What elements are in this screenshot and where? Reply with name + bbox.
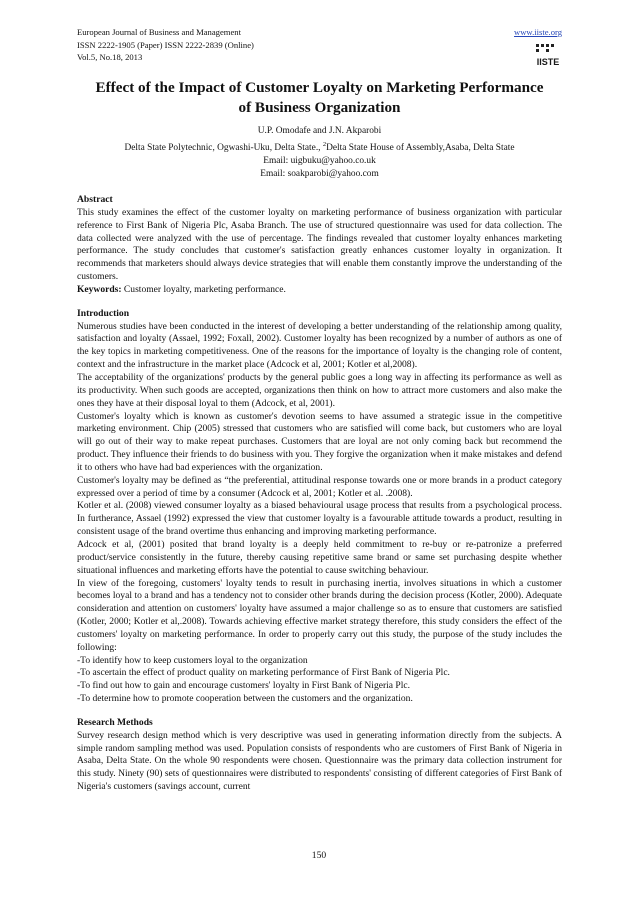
journal-volume: Vol.5, No.18, 2013: [77, 52, 143, 62]
list-item: -To identify how to keep customers loyal to the organization: [77, 654, 308, 666]
journal-header: [77, 26, 562, 70]
paper-title: Effect of the Impact of Customer Loyalty on Marketing Performance of Business Organization: [95, 79, 544, 116]
page-number: 150: [311, 850, 327, 861]
author-block: [77, 125, 562, 181]
keywords-label: Keywords:: [77, 283, 122, 295]
keywords-line: [77, 284, 562, 297]
intro-paragraph-4: Customer's loyalty may be defined as “the preferential, attitudinal response towards one or more brands in a product category expressed over a period of time by a consumer (Adcock et al, 2001; Kotler et al. .2008).: [77, 474, 562, 499]
iiste-logo: [534, 41, 562, 68]
methods-paragraph-1: Survey research design method which is very descriptive was used in generating information directly from the subjects. A simple random sampling method was used. Population consists of respondents who are customers of First Bank of Nigeria in Asaba, Delta State. On the whole 90 respondents were chosen. Questionnaire was the primary data collection instrument for this study. Ninety (90) sets of questionnaires were distributed to respondents' consisting of different categories of First Bank of Nigeria's customers (savings account, current: [77, 729, 562, 793]
abstract-section: [77, 194, 562, 297]
intro-paragraph-7: In view of the foregoing, customers' loyalty tends to result in purchasing inertia, involves situations in which a customer becomes loyal to a brand and has a tendency not to consider other brands during the decision process (Kotler, 2000). Adequate consideration and attention on customers' loyalty have assumed a major challenge so as to ensure that customers are satisfied (Kotler, 2000; Kotler et al,.2008). Towards achieving effective market strategy therefore, this study considers the effect of the customers' loyalty on marketing performance. In order to properly carry out this study, the purpose of the study includes the following:: [77, 577, 562, 653]
author-names: U.P. Omodafe and J.N. Akparobi: [257, 126, 382, 136]
purpose-list: [77, 655, 562, 706]
author-email-1: Email: uigbuku@yahoo.co.uk: [263, 156, 376, 167]
intro-paragraph-6: Adcock et al, (2001) posited that brand loyalty is a deeply held commitment to re-buy or re-patronize a preferred product/service consistently in the future, thereby causing repetitive same brand or same set purchasing despite whether situational influences and marketing efforts have the potential to cause switching behaviour.: [77, 538, 562, 576]
svg-text:IISTE: IISTE: [536, 57, 560, 67]
introduction-heading: Introduction: [77, 307, 130, 319]
journal-name: European Journal of Business and Management: [77, 27, 241, 37]
journal-issn: ISSN 2222-1905 (Paper) ISSN 2222-2839 (Online): [77, 39, 254, 50]
intro-paragraph-5: Kotler et al. (2008) viewed consumer loyalty as a biased behavioural usage process that results from a psychological process. In furtherance, Assael (1992) expressed the view that customer loyalty is a favourable attitude towards a product, resulting in consistent usage of the brand overtime thus enhancing and improving marketing performance.: [77, 500, 562, 538]
methods-heading: Research Methods: [77, 716, 153, 728]
keywords-text: Customer loyalty, marketing performance.: [121, 283, 286, 295]
affiliation-1: Delta State Polytechnic, Ogwashi-Uku, Delta State.,: [124, 143, 323, 154]
author-affiliation: [77, 138, 562, 155]
affiliation-superscript: 2: [322, 141, 327, 148]
affiliation-2: Delta State House of Assembly,Asaba, Delta State: [326, 143, 515, 154]
list-item: -To determine how to promote cooperation between the customers and the organization.: [77, 693, 413, 705]
introduction-section: [77, 308, 562, 706]
author-email-2: Email: soakparobi@yahoo.com: [260, 169, 379, 180]
abstract-heading: Abstract: [77, 194, 113, 206]
intro-paragraph-2: The acceptability of the organizations' products by the general public goes a long way in affecting its performance as well as its productivity. When such goods are accepted, organizations then think on how to attract more customers and also make the ones they have at their disposal loyal to them (Adcock, et al, 2001).: [77, 372, 562, 409]
intro-paragraph-3: Customer's loyalty which is known as customer's devotion seems to have assumed a strategic issue in the competitive marketing environment. Chip (2005) stressed that customers who are satisfied will come back, but customers who are loyal will go out of their way to make repeat purchases. Customers that are loyal are not only coming back but recommend the product. They influence their friends to do business with you. They forgive the organization when it make mistakes and defend it to others who have had bad experiences with the organization.: [77, 410, 562, 473]
intro-paragraph-1: Numerous studies have been conducted in the interest of developing a better understanding of the relationship among quality, satisfaction and loyalty (Assael, 1992; Foxall, 2002). Customer loyalty has been recognized by a number of authors as one of the key topics in marketing competitiveness. One of the reasons for the importance of loyalty is the changing role of content, context and the infrastructure in the market place (Adcock et al, 2001; Kotler et al,2008).: [77, 320, 562, 371]
journal-url-link[interactable]: www.iiste.org: [514, 27, 562, 37]
methods-section: [77, 717, 562, 794]
list-item: -To find out how to gain and encourage customers' loyalty in First Bank of Nigeria Plc.: [77, 680, 411, 692]
list-item: -To ascertain the effect of product quality on marketing performance of First Bank of Nigeria Plc.: [77, 667, 450, 679]
abstract-text: This study examines the effect of the customer loyalty on marketing performance of business organization with particular reference to First Bank of Nigeria Plc, Asaba Branch. The use of structured questionnaire was used for data collection. The data collected were analyzed with the use of percentage. The findings revealed that customer loyalty enhances marketing performance. The study concludes that customer's satisfaction greatly enhances customer loyalty in organization. It recommends that marketers should always device strategies that will enable them constantly improve the understanding of the customers.: [77, 206, 562, 283]
